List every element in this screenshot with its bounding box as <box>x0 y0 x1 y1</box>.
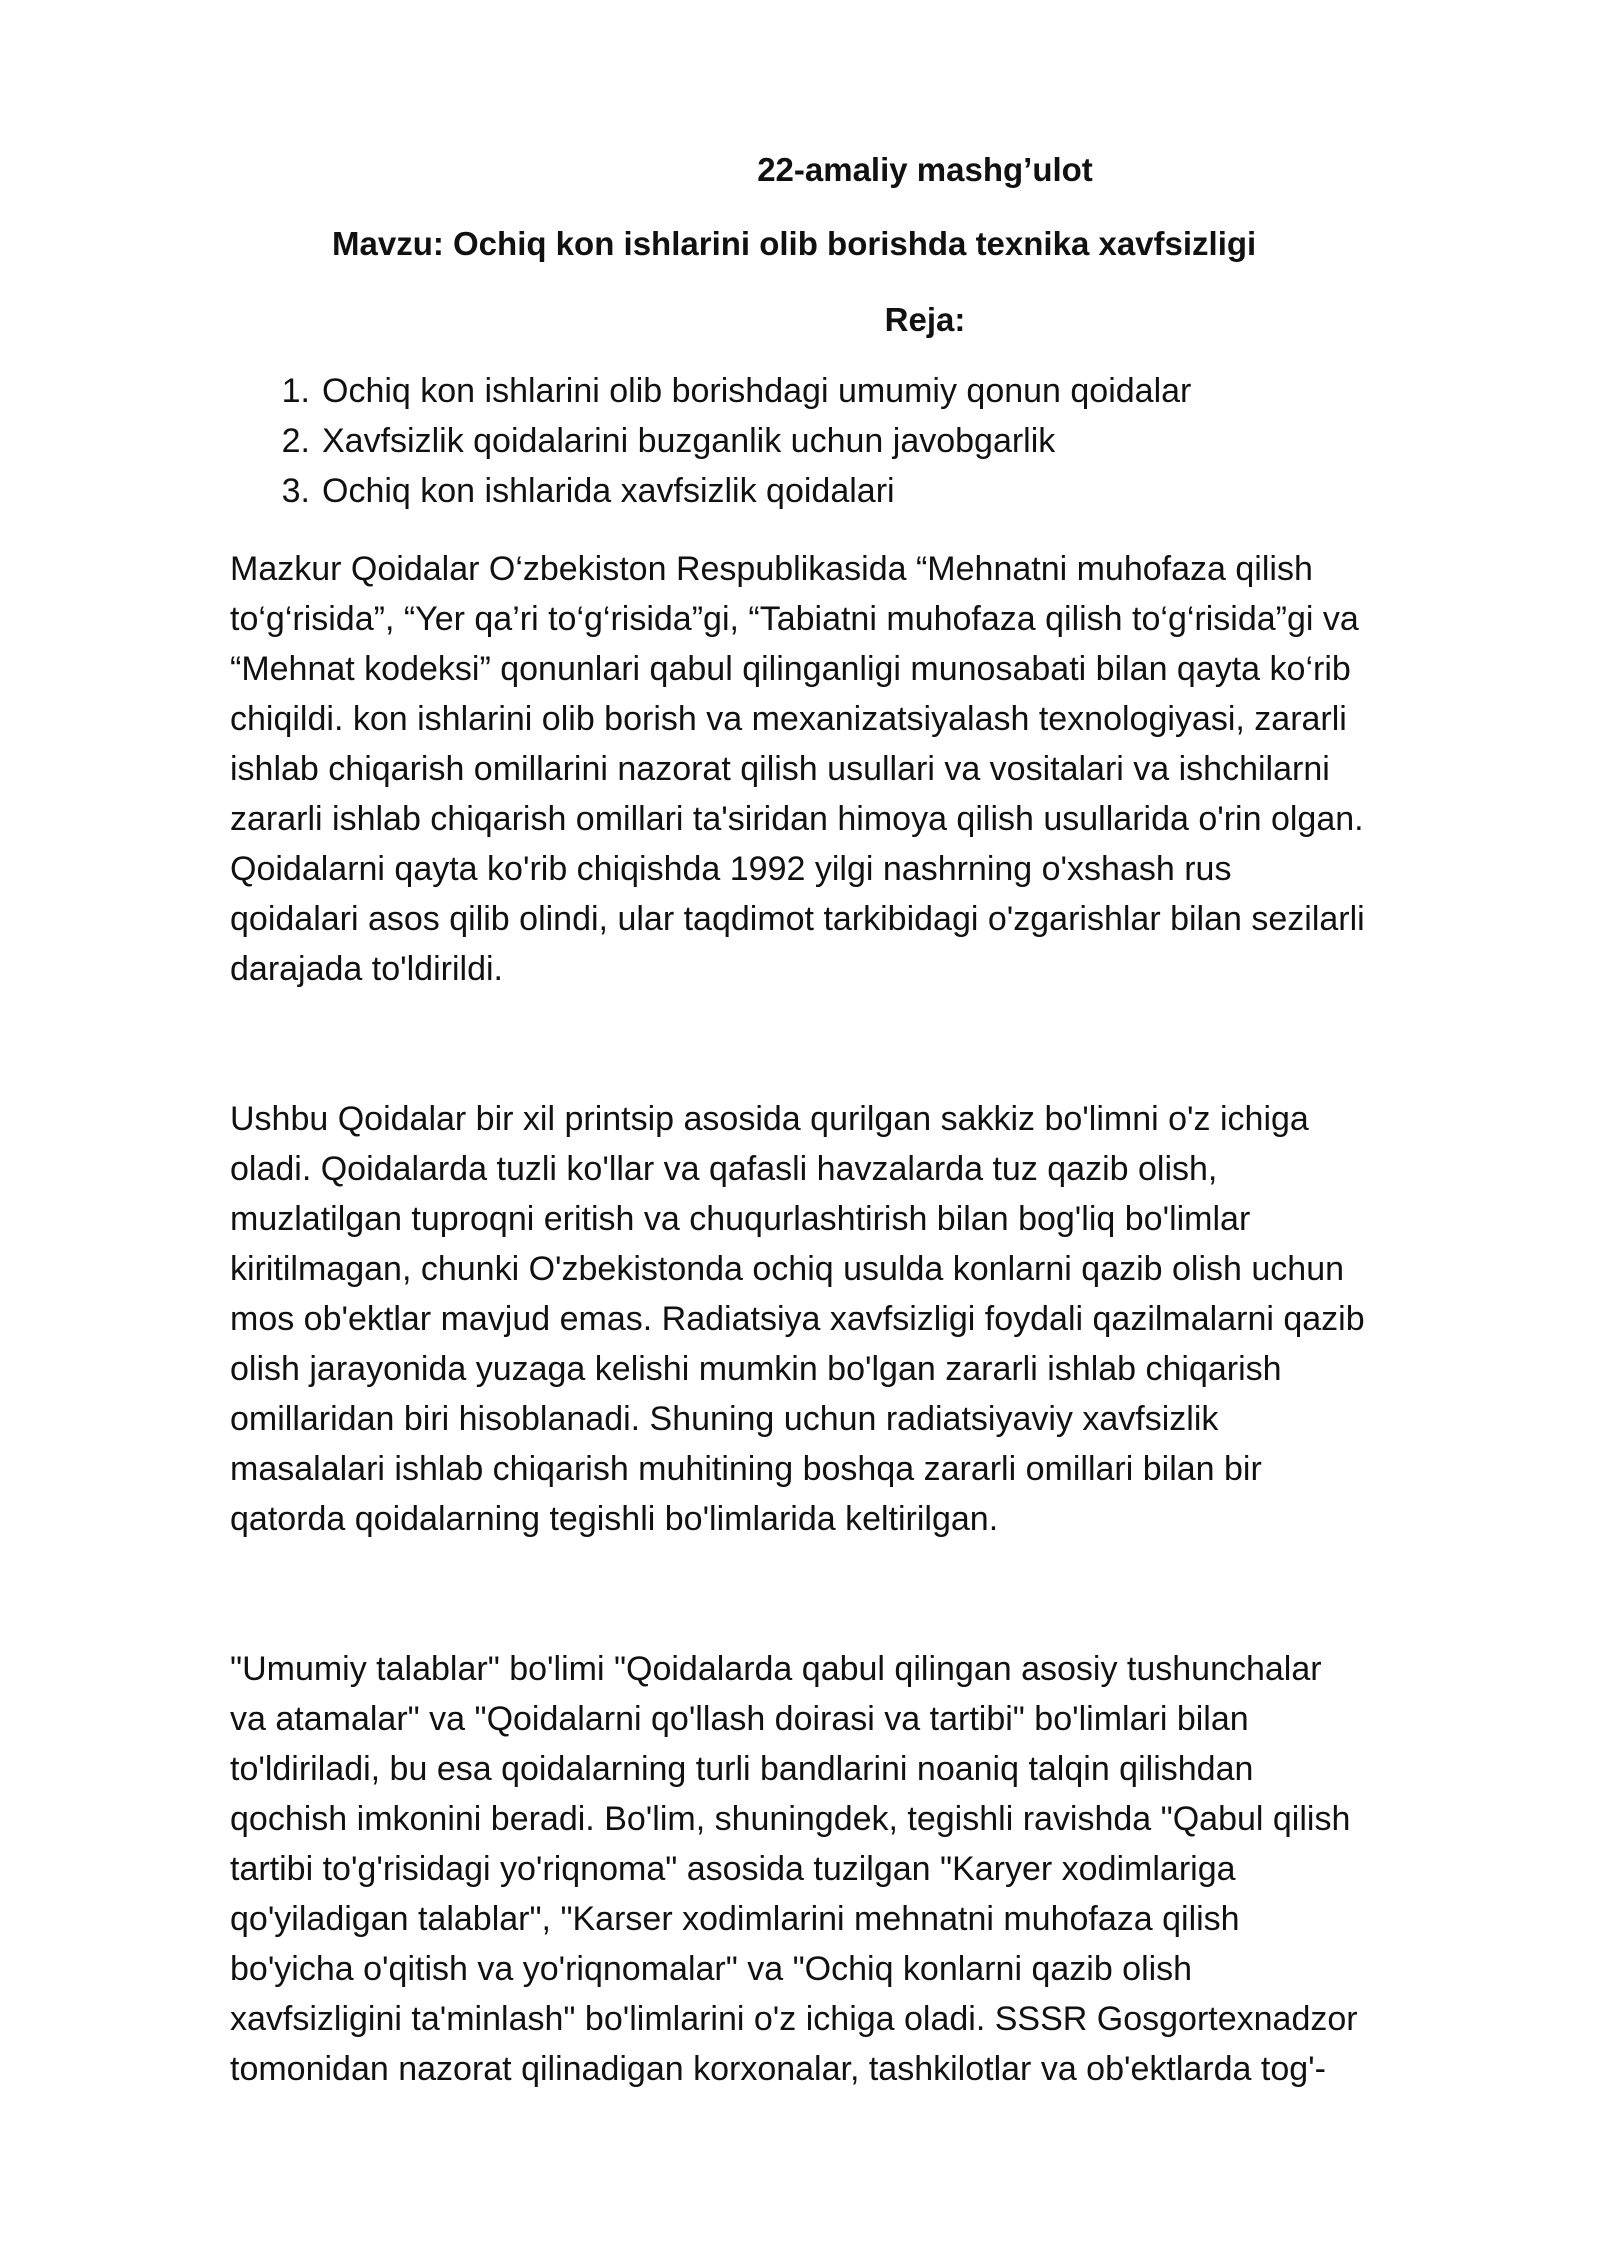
plan-item <box>230 366 1500 416</box>
plan-item <box>230 416 1500 466</box>
body-paragraph: Ushbu Qoidalar bir xil printsip asosida qurilgan sakkiz bo'limni o'z ichiga oladi. Qoidalarda tuzli ko'llar va qafasli havzalarda tuz qazib olish, muzlatilgan tuproqni eritish va chuqurlashtirish bilan bog'liq bo'limlar kiritilmagan, chunki O'zbekistonda ochiq usulda konlarni qazib olish uchun mos ob'ektlar mavjud emas. Radiatsiya xavfsizligi foydali qazilmalarni qazib olish jarayonida yuzaga kelishi mumkin bo'lgan zararli ishlab chiqarish omillaridan biri hisoblanadi. Shuning uchun radiatsiyaviy xavfsizlik masalalari ishlab chiqarish muhitining boshqa zararli omillari bilan bir qatorda qoidalarning tegishli bo'limlarida keltirilgan. <box>230 1100 1365 1538</box>
plan-item-text: Ochiq kon ishlarini olib borishdagi umumiy qonun qoidalar <box>322 372 1192 410</box>
plan-list <box>230 366 1500 516</box>
document-subtitle: Mavzu: Ochiq kon ishlarini olib borishda texnika xavfsizligi <box>332 225 1257 262</box>
document-page <box>230 150 1500 2094</box>
plan-item-text: Ochiq kon ishlarida xavfsizlik qoidalari <box>322 472 895 510</box>
document-title: 22-amaliy mashg’ulot <box>757 151 1093 188</box>
body-paragraph: "Umumiy talablar" bo'limi "Qoidalarda qabul qilingan asosiy tushunchalar va atamalar" va "Qoidalarni qo'llash doirasi va tartibi" bo'limlari bilan to'ldiriladi, bu esa qoidalarning turli bandlarini noaniq talqin qilishdan qochish imkonini beradi. Bo'lim, shuningdek, tegishli ravishda "Qabul qilish tartibi to'g'risidagi yo'riqnoma" asosida tuzilgan "Karyer xodimlariga qo'yiladigan talablar", "Karser xodimlarini mehnatni muhofaza qilish bo'yicha o'qitish va yo'riqnomalar" va "Ochiq konlarni qazib olish xavfsizligini ta'minlash" bo'limlarini o'z ichiga oladi. SSSR Gosgortexnadzor tomonidan nazorat qilinadigan korxonalar, tashkilotlar va ob'ektlarda tog'- <box>230 1650 1358 2088</box>
plan-item <box>230 466 1500 516</box>
body-paragraph: Mazkur Qoidalar O‘zbekiston Respublikasida “Mehnatni muhofaza qilish to‘g‘risida”, “Yer qa’ri to‘g‘risida”gi, “Tabiatni muhofaza qilish to‘g‘risida”gi va “Mehnat kodeksi” qonunlari qabul qilinganligi munosabati bilan qayta ko‘rib chiqildi. kon ishlarini olib borish va mexanizatsiyalash texnologiyasi, zararli ishlab chiqarish omillarini nazorat qilish usullari va vositalari va ishchilarni zararli ishlab chiqarish omillari ta'siridan himoya qilish usullarida o'rin olgan. Qoidalarni qayta ko'rib chiqishda 1992 yilgi nashrning o'xshash rus qoidalari asos qilib olindi, ular taqdimot tarkibidagi o'zgarishlar bilan sezilarli darajada to'ldirildi. <box>230 550 1365 988</box>
plan-item-number: 3. <box>281 472 310 510</box>
plan-item-text: Xavfsizlik qoidalarini buzganlik uchun javobgarlik <box>322 422 1056 460</box>
plan-item-number: 1. <box>281 372 310 410</box>
plan-heading: Reja: <box>884 301 966 338</box>
plan-item-number: 2. <box>281 422 310 460</box>
